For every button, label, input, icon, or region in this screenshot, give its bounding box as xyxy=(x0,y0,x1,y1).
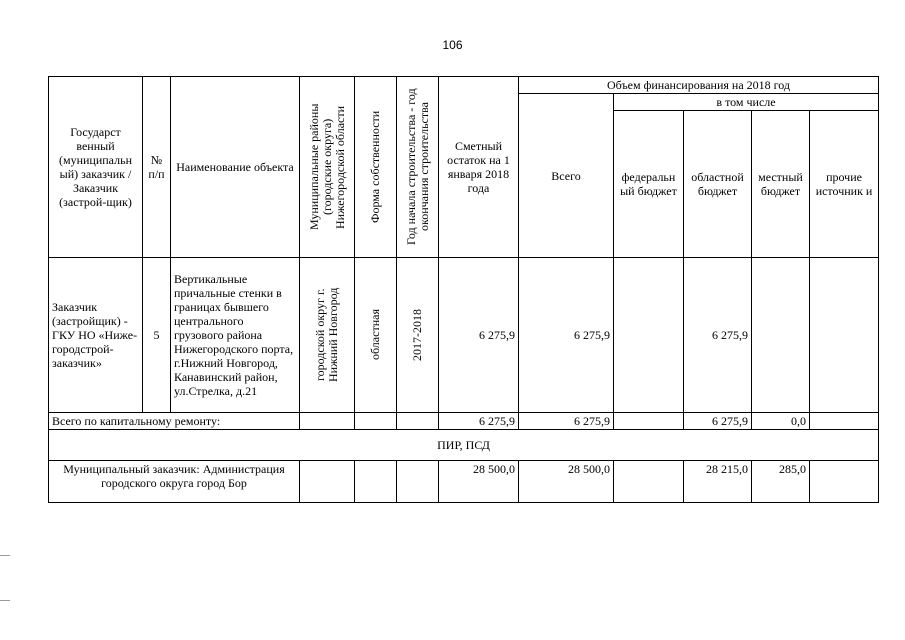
row1-number: 5 xyxy=(143,258,171,413)
total-row-label: Всего по капитальному ремонту: xyxy=(49,413,300,430)
header-funding: Объем финансирования на 2018 год xyxy=(519,77,879,94)
section-title: ПИР, ПСД xyxy=(49,430,879,461)
total-row-regional: 6 275,9 xyxy=(684,413,752,430)
row2-estimate: 28 500,0 xyxy=(439,461,519,503)
row1-federal xyxy=(614,258,684,413)
header-regional: областной бюджет xyxy=(684,111,752,258)
header-districts: Муниципальные районы (городские округа) Нижегородской области xyxy=(300,77,355,258)
page-number: 106 xyxy=(442,38,463,52)
table-row xyxy=(49,258,879,413)
row1-object-name: Вертикальные причальные стенки в границах бывшего центрального грузового района Нижегородского порта, г.Нижний Новгород, Канавинский район, ул.Стрелка, д.21 xyxy=(171,258,300,413)
header-object-name: Наименование объекта xyxy=(171,77,300,258)
row1-estimate: 6 275,9 xyxy=(439,258,519,413)
header-years: Год начала строительства - год окончания строительства xyxy=(397,77,439,258)
table-row xyxy=(49,413,879,430)
margin-mark xyxy=(0,600,10,601)
row2-local: 285,0 xyxy=(752,461,810,503)
row1-total: 6 275,9 xyxy=(519,258,614,413)
row1-regional: 6 275,9 xyxy=(684,258,752,413)
row2-regional: 28 215,0 xyxy=(684,461,752,503)
row1-years: 2017-2018 xyxy=(397,258,439,413)
row1-customer: Заказчик (застройщик) - ГКУ НО «Ниже-городстрой-заказчик» xyxy=(49,258,143,413)
row1-district: городской округ г. Нижний Новгород xyxy=(300,258,355,413)
row1-other xyxy=(810,258,879,413)
row2-customer: Муниципальный заказчик: Администрация городского округа город Бор xyxy=(49,461,300,503)
header-local: местный бюджет xyxy=(752,111,810,258)
header-estimate: Сметный остаток на 1 января 2018 года xyxy=(439,77,519,258)
header-federal: федеральн ый бюджет xyxy=(614,111,684,258)
margin-mark xyxy=(0,555,10,556)
header-number: № п/п xyxy=(143,77,171,258)
row1-local xyxy=(752,258,810,413)
row1-ownership: областная xyxy=(355,258,397,413)
total-row-local: 0,0 xyxy=(752,413,810,430)
row2-total: 28 500,0 xyxy=(519,461,614,503)
header-including: в том числе xyxy=(614,94,879,111)
header-total: Всего xyxy=(519,94,614,258)
header-ownership: Форма собственности xyxy=(355,77,397,258)
header-customer: Государст венный (муниципальн ый) заказчик / Заказчик (застрой-щик) xyxy=(49,77,143,258)
total-row-estimate: 6 275,9 xyxy=(439,413,519,430)
total-row-total: 6 275,9 xyxy=(519,413,614,430)
financing-table xyxy=(48,76,879,503)
table-row xyxy=(49,461,879,503)
header-other: прочие источник и xyxy=(810,111,879,258)
